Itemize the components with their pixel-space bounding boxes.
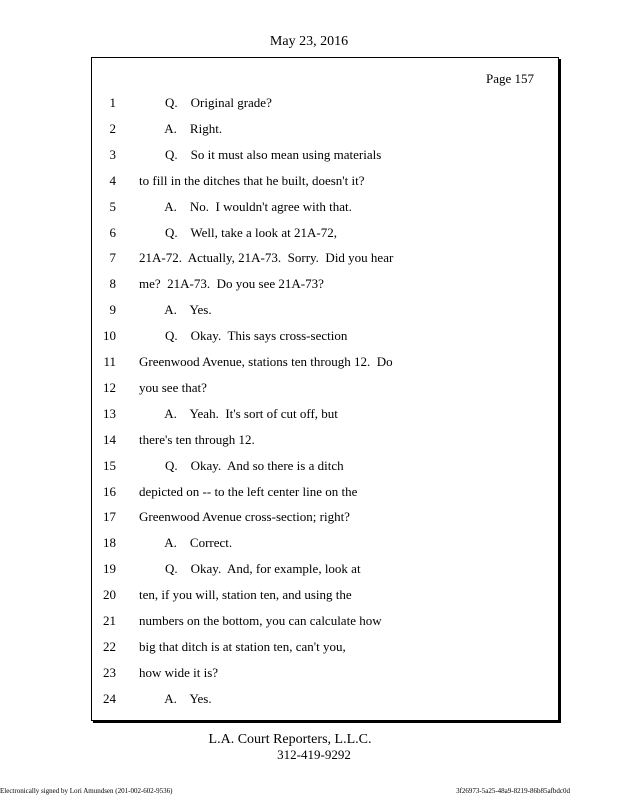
document-id: 3f26973-5a25-48a9-8219-86b85afbdc0d	[456, 787, 570, 795]
line-number: 19	[103, 561, 116, 576]
line-number: 20	[103, 587, 116, 602]
line-number: 12	[103, 380, 116, 395]
line-number: 7	[109, 250, 116, 265]
electronic-signature: Electronically signed by Lori Amundsen (201-002-602-9536)	[0, 787, 173, 795]
line-text: A. Yes.	[139, 691, 212, 706]
line-text: ten, if you will, station ten, and using the	[139, 587, 352, 602]
line-number: 2	[109, 121, 116, 136]
line-number: 6	[109, 225, 116, 240]
line-number: 4	[109, 173, 116, 188]
line-text: A. Correct.	[139, 535, 233, 550]
line-number: 9	[109, 302, 116, 317]
line-number: 3	[109, 147, 116, 162]
line-number: 22	[103, 639, 116, 654]
footer-company: L.A. Court Reporters, L.L.C.	[208, 732, 372, 747]
line-text: A. No. I wouldn't agree with that.	[139, 199, 352, 214]
line-number: 15	[103, 458, 116, 473]
line-text: Q. So it must also mean using materials	[139, 147, 382, 162]
line-number: 11	[103, 354, 116, 369]
line-text: Greenwood Avenue cross-section; right?	[139, 509, 350, 524]
line-text: you see that?	[139, 380, 207, 395]
page-number: Page 157	[486, 71, 535, 86]
line-number: 14	[103, 432, 116, 447]
footer-phone: 312-419-9292	[277, 747, 351, 762]
line-text: Greenwood Avenue, stations ten through 12. Do	[139, 354, 393, 369]
line-number: 16	[103, 484, 116, 499]
line-number: 1	[109, 95, 116, 110]
line-number: 21	[103, 613, 116, 628]
page-date: May 23, 2016	[269, 34, 349, 49]
line-text: A. Right.	[139, 121, 223, 136]
line-text: me? 21A-73. Do you see 21A-73?	[139, 276, 324, 291]
line-text: Q. Okay. And so there is a ditch	[139, 458, 344, 473]
line-text: Q. Original grade?	[139, 95, 272, 110]
line-text: A. Yes.	[139, 302, 212, 317]
line-text: Q. Well, take a look at 21A-72,	[139, 225, 338, 240]
line-number: 23	[103, 665, 116, 680]
line-text: A. Yeah. It's sort of cut off, but	[139, 406, 338, 421]
line-number: 8	[109, 276, 116, 291]
line-text: numbers on the bottom, you can calculate how	[139, 613, 382, 628]
line-text: Q. Okay. This says cross-section	[139, 328, 348, 343]
line-text: big that ditch is at station ten, can't you,	[139, 639, 346, 654]
line-number: 13	[103, 406, 116, 421]
line-number: 10	[103, 328, 116, 343]
line-text: depicted on -- to the left center line on the	[139, 484, 358, 499]
line-number: 5	[109, 199, 116, 214]
line-text: there's ten through 12.	[139, 432, 255, 447]
line-text: how wide it is?	[139, 665, 219, 680]
line-number: 18	[103, 535, 116, 550]
line-text: Q. Okay. And, for example, look at	[139, 561, 361, 576]
line-number: 24	[103, 691, 116, 706]
line-text: to fill in the ditches that he built, doesn't it?	[139, 173, 365, 188]
line-text: 21A-72. Actually, 21A-73. Sorry. Did you hear	[139, 250, 394, 265]
line-number: 17	[103, 509, 116, 524]
